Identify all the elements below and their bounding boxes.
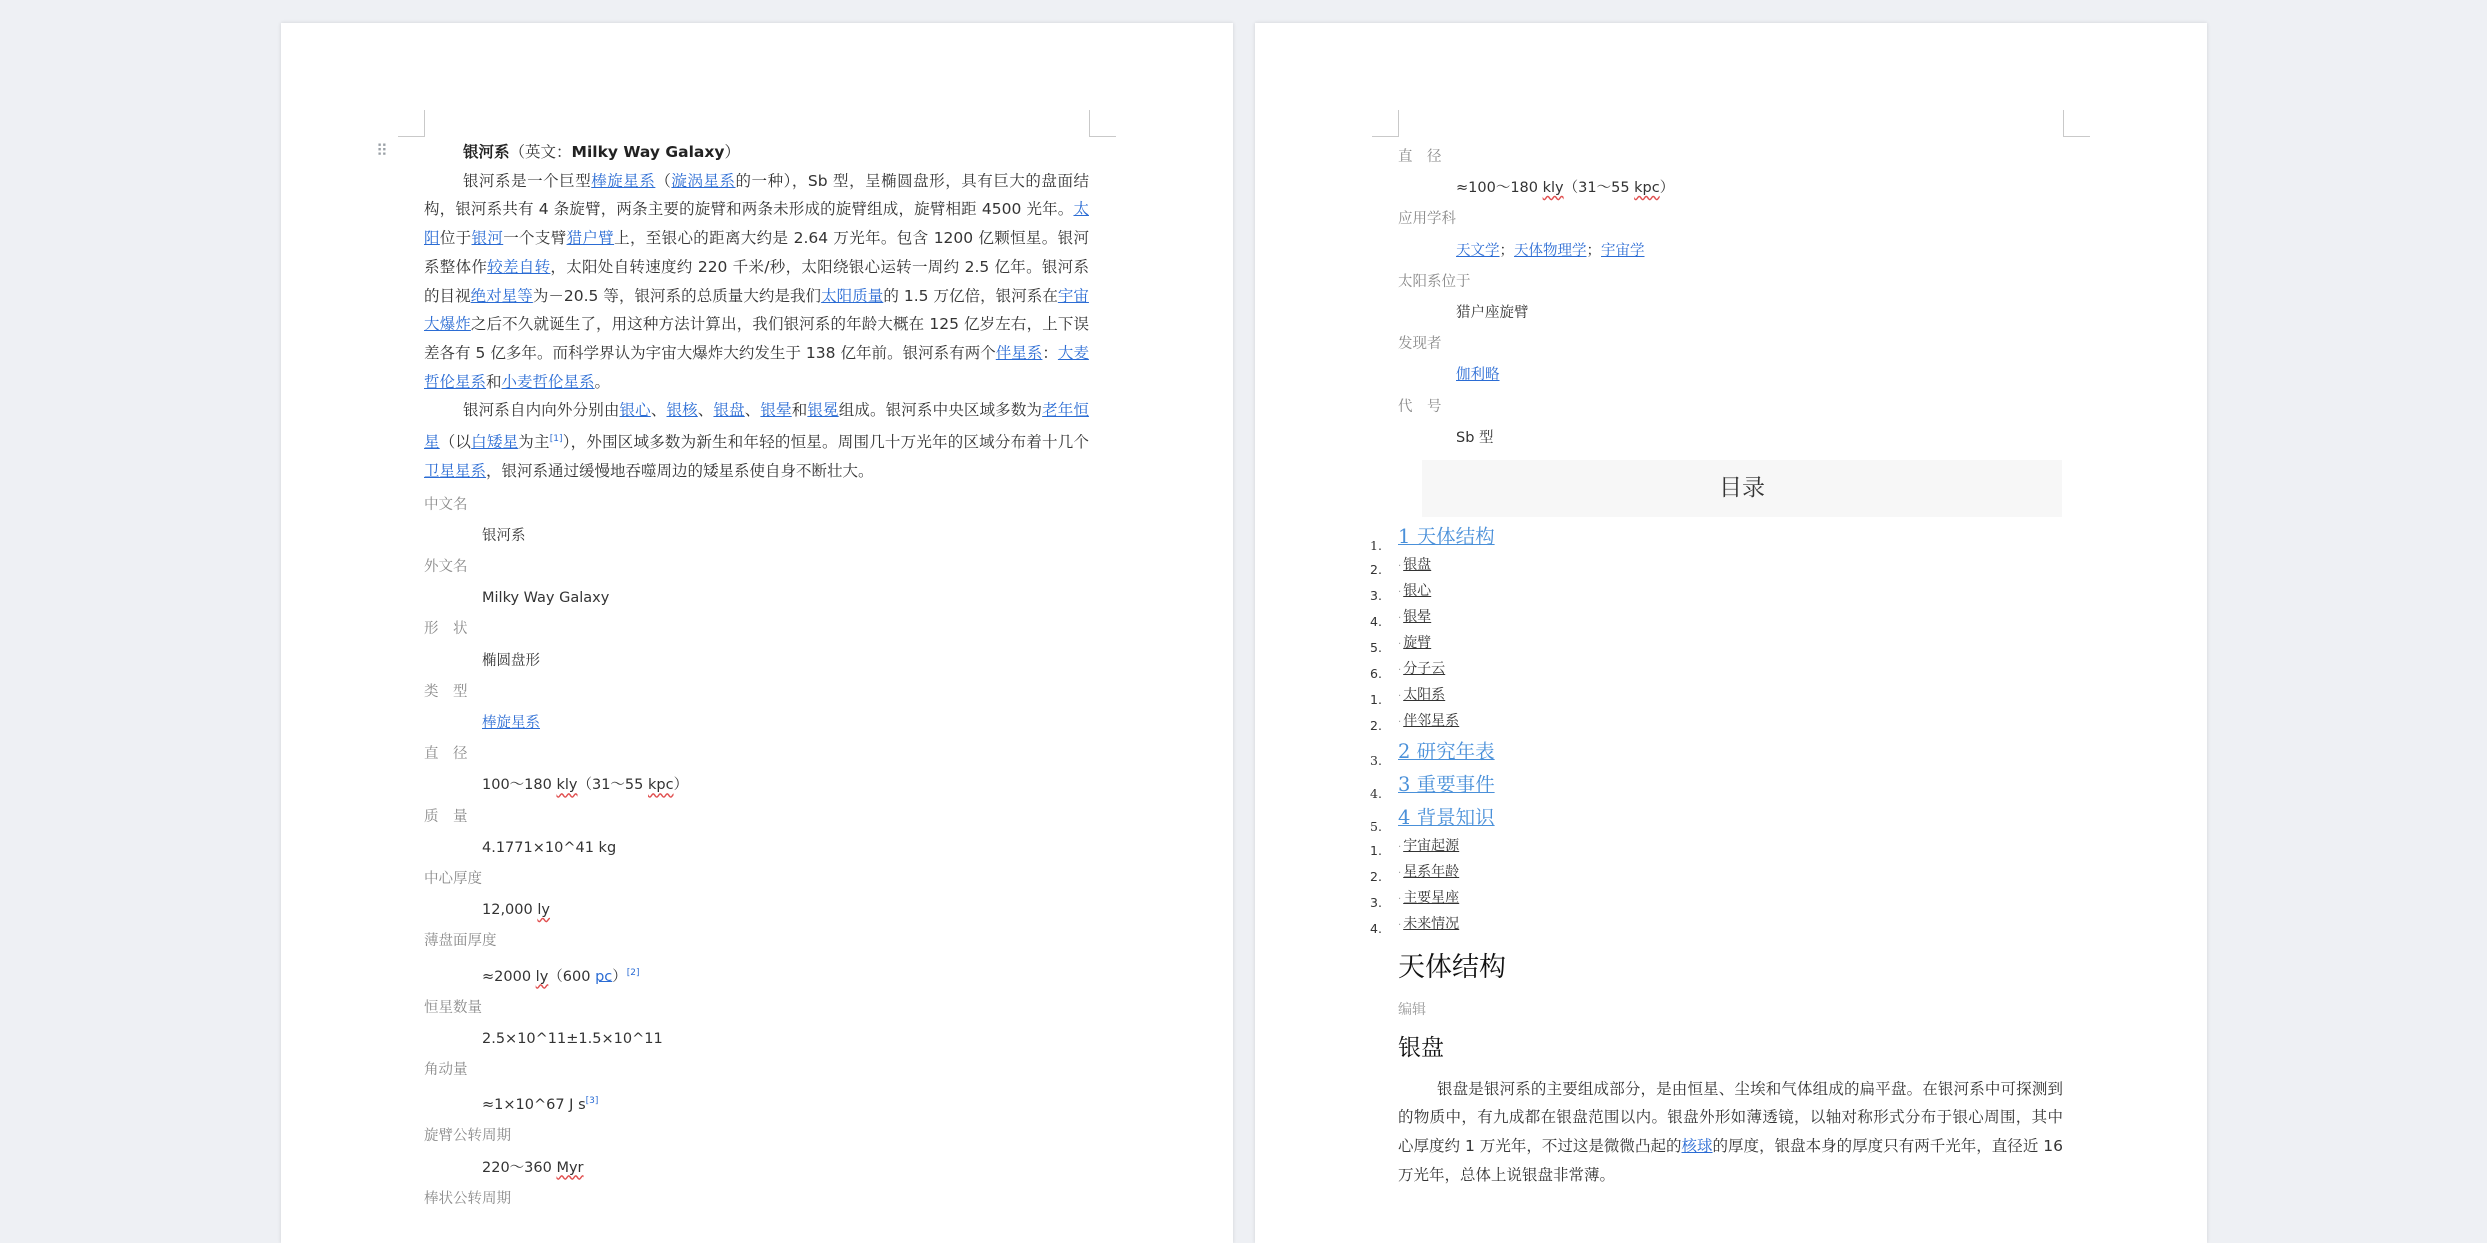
text-run: ）	[612, 968, 627, 985]
toc-item	[1370, 801, 2063, 835]
infobox-label: 棒状公转周期	[424, 1190, 511, 1207]
text-run: 2.5×10^11±1.5×10^11	[482, 1030, 663, 1047]
infobox-value	[424, 895, 1089, 926]
inline-link[interactable]: 银心	[619, 401, 651, 420]
infobox-value	[424, 708, 1089, 739]
section-heading: 天体结构	[1398, 952, 1506, 984]
inline-link[interactable]: 卫星星系	[424, 461, 487, 480]
infobox-right	[1398, 142, 2063, 454]
margin-corner-top-right	[2063, 110, 2090, 137]
infobox-value	[424, 583, 1089, 614]
toc-item	[1370, 520, 2063, 554]
text-run: （31～55	[577, 777, 648, 794]
toc-item	[1370, 605, 2063, 631]
infobox-value	[424, 1153, 1089, 1184]
text-run: 、	[697, 401, 714, 420]
body-paragraph-galactic-disk	[1398, 1075, 2063, 1190]
text-run: 、	[650, 401, 667, 420]
infobox-value	[424, 833, 1089, 864]
inline-link[interactable]: 猎户臂	[566, 229, 615, 248]
toc-link[interactable]: 银晕	[1403, 609, 1432, 626]
infobox-label: 形 状	[424, 621, 468, 638]
citation-ref[interactable]: [1]	[549, 434, 563, 445]
margin-corner-top-left	[398, 110, 425, 137]
text-run: 之后不久就诞生了，用这种方法计算出，我们银河系的年龄大概在 125 亿岁左右，上下误差各有 5 亿多年。而科学界认为宇宙大爆炸大约发生于 138 亿年前。银河系有两个	[424, 315, 1089, 362]
toc-item-number: 5.	[1370, 819, 1382, 835]
toc-item-number: 4.	[1370, 614, 1382, 630]
inline-link[interactable]: pc	[595, 968, 613, 985]
toc-item-number: 3.	[1370, 753, 1382, 769]
inline-link[interactable]: 银核	[666, 401, 698, 420]
text-run: ；	[1586, 242, 1601, 259]
spellcheck-word: ly	[535, 968, 549, 985]
text-run: Milky Way Galaxy	[482, 590, 610, 607]
infobox-value	[424, 1086, 1089, 1121]
text-run: 的一种），Sb 型，呈椭圆盘形，具有巨大的盘面结构，银河系共有 4 条旋臂，两条主要的旋臂和两条未形成的旋臂组成，旋臂相距 4500 光年。	[424, 171, 1089, 219]
toc-link[interactable]: 太阳系	[1403, 687, 1446, 704]
text-run: 银盘是银河系的主要组成部分，是由恒星、尘埃和气体组成的扁平盘。在银河系中可探测到的物质中，有九成都在银盘范围以内。银盘外形如薄透镜，以轴对称形式分布于银心周围，其中心厚度约 1 万光年，不过这是微微凸起的	[1398, 1079, 2063, 1156]
spellcheck-word: ly	[537, 902, 550, 919]
article-title-english: Milky Way Galaxy	[571, 143, 725, 161]
toc-item-number: 3.	[1370, 588, 1382, 604]
toc-link[interactable]: 1 天体结构	[1398, 525, 1495, 549]
inline-link[interactable]: 银冕	[807, 401, 839, 420]
text-run: 猎户座旋臂	[1456, 305, 1529, 322]
inline-link[interactable]: 天体物理学	[1514, 242, 1587, 259]
inline-link[interactable]: 天文学	[1456, 242, 1500, 259]
edit-link[interactable]: 编辑	[1398, 1002, 1426, 1019]
text-run: （以	[439, 433, 472, 452]
text-run: ）	[673, 777, 689, 794]
text-run: ；	[1499, 242, 1514, 259]
margin-corner-top-left	[1372, 110, 1399, 137]
inline-link[interactable]: 棒旋星系	[482, 715, 540, 732]
toc-item-number: 3.	[1370, 895, 1382, 911]
toc-item	[1370, 735, 2063, 769]
toc-link[interactable]: 银心	[1403, 583, 1432, 600]
infobox-value	[1398, 360, 2063, 391]
drag-handle-icon[interactable]: ⠿	[376, 141, 386, 160]
toc-item	[1370, 834, 2063, 860]
toc-link[interactable]: 旋臂	[1403, 635, 1432, 652]
text-run: 4.1771×10^41 kg	[482, 839, 617, 856]
infobox-label: 质 量	[424, 808, 468, 825]
toc-item-number: 6.	[1370, 666, 1382, 682]
infobox-label: 恒星数量	[424, 999, 482, 1016]
infobox-label: 角动量	[424, 1062, 468, 1079]
infobox-value	[424, 646, 1089, 677]
infobox-label: 中文名	[424, 496, 468, 513]
text-run: 银河系自内向外分别由	[463, 401, 620, 420]
inline-link[interactable]: 伴星系	[995, 343, 1043, 362]
text-run: 为主	[518, 433, 550, 452]
infobox-label: 外文名	[424, 559, 468, 575]
toc-item	[1370, 860, 2063, 886]
inline-link[interactable]: 较差自转	[487, 257, 551, 276]
subsection-heading: 银盘	[1398, 1034, 1444, 1061]
inline-link[interactable]: 绝对星等	[470, 286, 533, 305]
toc-item-number: 2.	[1370, 869, 1382, 885]
text-run: （31～55	[1563, 180, 1635, 197]
toc-item	[1370, 579, 2063, 605]
inline-link[interactable]: 宇宙大爆炸	[424, 286, 1089, 334]
inline-link[interactable]: 银河	[471, 229, 504, 248]
infobox-value	[424, 521, 1089, 552]
toc-item-number: 1.	[1370, 843, 1382, 859]
intro-paragraph-1	[424, 167, 1089, 397]
inline-link[interactable]: 宇宙学	[1601, 242, 1645, 259]
inline-link[interactable]: 漩涡星系	[671, 171, 736, 190]
inline-link[interactable]: 大麦哲伦星系	[424, 343, 1089, 391]
inline-link[interactable]: 老年恒星	[424, 401, 1089, 452]
inline-link[interactable]: 小麦哲伦星系	[501, 372, 595, 391]
infobox-label: 代 号	[1398, 398, 1442, 415]
toc-item	[1370, 886, 2063, 912]
text-run: ）	[1659, 180, 1675, 197]
text-run: ≈1×10^67 J s	[482, 1097, 586, 1114]
article-title-suffix: ）	[724, 143, 740, 161]
infobox-left	[424, 490, 1089, 1215]
toc-link[interactable]: 星系年龄	[1403, 864, 1460, 881]
toc-item-number: 5.	[1370, 640, 1382, 656]
text-run: 。	[594, 372, 611, 391]
spellcheck-word: kly	[1542, 180, 1564, 197]
text-run: 220～360	[482, 1159, 557, 1176]
infobox-label: 直 径	[424, 746, 468, 763]
infobox-label: 太阳系位于	[1398, 273, 1471, 290]
toc-bullet-icon: ·	[1398, 691, 1402, 703]
toc-item	[1370, 631, 2063, 657]
toc-bullet-icon: ·	[1398, 894, 1402, 906]
inline-link[interactable]: 银盘	[713, 401, 745, 420]
inline-link[interactable]: 棒旋星系	[591, 171, 656, 190]
table-of-contents	[1370, 520, 2063, 938]
inline-link[interactable]: 伽利略	[1456, 367, 1500, 384]
toc-link[interactable]: 银盘	[1403, 557, 1432, 574]
toc-bullet-icon: ·	[1398, 561, 1402, 573]
infobox-value	[1398, 173, 2063, 204]
infobox-value	[1398, 298, 2063, 329]
text-run: ≈100～180	[1456, 180, 1543, 197]
toc-item	[1370, 912, 2063, 938]
text-run: 银河系	[482, 527, 526, 544]
text-run: 一个支臂	[503, 229, 567, 248]
article-title-prefix: （英文：	[509, 143, 572, 161]
text-run: ，太阳处自转速度约 220 千米/秒，太阳绕银心运转一周约 2.5 亿年。银河系的目视	[424, 257, 1089, 305]
text-run: 上，至银心的距离大约是 2.64 万光年。包含 1200 亿颗恒星。银河系整体作	[424, 229, 1089, 276]
text-run: 100～180	[482, 777, 557, 794]
inline-link[interactable]: 白矮星	[471, 433, 519, 452]
toc-item	[1370, 553, 2063, 579]
text-run: ：	[1042, 343, 1058, 362]
spellcheck-word: kpc	[1634, 180, 1660, 197]
text-run: 和	[791, 401, 808, 420]
document-page-1	[281, 23, 1233, 1243]
text-run: 和	[486, 372, 502, 391]
toc-title: 目录	[1422, 460, 2062, 517]
toc-link[interactable]: 伴邻星系	[1403, 713, 1460, 730]
toc-link[interactable]: 3 重要事件	[1398, 773, 1495, 797]
text-run: ≈2000	[482, 968, 536, 985]
infobox-value	[424, 1024, 1089, 1055]
infobox-value	[1398, 236, 2063, 267]
inline-link[interactable]: 银晕	[760, 401, 792, 420]
infobox-label: 类 型	[424, 683, 468, 700]
document-page-2	[1255, 23, 2207, 1243]
text-run: （600	[548, 968, 596, 985]
text-run: 银河系是一个巨型	[463, 171, 592, 190]
toc-item-number: 1.	[1370, 538, 1382, 554]
inline-link[interactable]: 太阳质量	[821, 286, 884, 305]
infobox-label: 应用学科	[1398, 211, 1456, 228]
toc-item	[1370, 768, 2063, 802]
infobox-value	[1398, 423, 2063, 454]
margin-corner-top-right	[1089, 110, 1116, 137]
spellcheck-word: kpc	[648, 777, 674, 794]
toc-bullet-icon: ·	[1398, 665, 1402, 677]
intro-paragraph-2	[424, 396, 1089, 485]
toc-item-number: 4.	[1370, 786, 1382, 802]
toc-bullet-icon: ·	[1398, 920, 1402, 932]
text-run: Sb 型	[1456, 429, 1494, 446]
toc-item	[1370, 657, 2063, 683]
toc-item	[1370, 683, 2063, 709]
article-title	[424, 138, 1089, 167]
text-run: 12,000	[482, 902, 538, 919]
text-run: 组成。银河系中央区域多数为	[838, 401, 1043, 420]
toc-item	[1370, 709, 2063, 735]
inline-link[interactable]: 太阳	[424, 200, 1089, 248]
toc-bullet-icon: ·	[1398, 842, 1402, 854]
spellcheck-word: kly	[556, 777, 578, 794]
toc-link[interactable]: 主要星座	[1403, 890, 1460, 907]
text-run: ，银河系通过缓慢地吞噬周边的矮星系使自身不断壮大。	[486, 461, 874, 480]
text-run: 椭圆盘形	[482, 652, 540, 669]
toc-item-number: 4.	[1370, 921, 1382, 937]
infobox-label: 直 径	[1398, 149, 1442, 165]
text-run: 、	[744, 401, 761, 420]
toc-bullet-icon: ·	[1398, 868, 1402, 880]
text-run: （	[655, 171, 672, 190]
toc-bullet-icon: ·	[1398, 587, 1402, 599]
text-run: 的厚度，银盘本身的厚度只有两千光年，直径近 16 万光年，总体上说银盘非常薄。	[1398, 1137, 2063, 1184]
text-run: 的 1.5 万亿倍，银河系在	[883, 286, 1058, 305]
inline-link[interactable]: 核球	[1681, 1137, 1713, 1156]
toc-link[interactable]: 宇宙起源	[1403, 838, 1460, 855]
citation-ref[interactable]: [2]	[626, 967, 640, 978]
infobox-label: 薄盘面厚度	[424, 933, 497, 950]
toc-link[interactable]: 2 研究年表	[1398, 740, 1495, 764]
infobox-label: 发现者	[1398, 336, 1442, 353]
text-run: ），外围区域多数为新生和年轻的恒星。周围几十万光年的区域分布着十几个	[562, 433, 1089, 452]
text-run: 为－20.5 等，银河系的总质量大约是我们	[532, 286, 822, 305]
toc-item-number: 1.	[1370, 692, 1382, 708]
text-run: 位于	[439, 229, 472, 248]
spellcheck-word: Myr	[556, 1159, 584, 1176]
toc-link[interactable]: 未来情况	[1403, 916, 1460, 933]
toc-link[interactable]: 分子云	[1403, 661, 1446, 678]
article-title-name: 银河系	[463, 143, 510, 161]
toc-bullet-icon: ·	[1398, 639, 1402, 651]
infobox-label: 旋臂公转周期	[424, 1128, 511, 1145]
toc-bullet-icon: ·	[1398, 717, 1402, 729]
citation-ref[interactable]: [3]	[585, 1096, 599, 1107]
infobox-value	[424, 958, 1089, 993]
page-1-body	[424, 138, 1089, 1215]
toc-link[interactable]: 4 背景知识	[1398, 806, 1495, 830]
infobox-label: 中心厚度	[424, 871, 482, 888]
infobox-value	[424, 770, 1089, 801]
page-2-body	[1370, 145, 2063, 1190]
toc-bullet-icon: ·	[1398, 613, 1402, 625]
toc-item-number: 2.	[1370, 718, 1382, 734]
toc-item-number: 2.	[1370, 562, 1382, 578]
